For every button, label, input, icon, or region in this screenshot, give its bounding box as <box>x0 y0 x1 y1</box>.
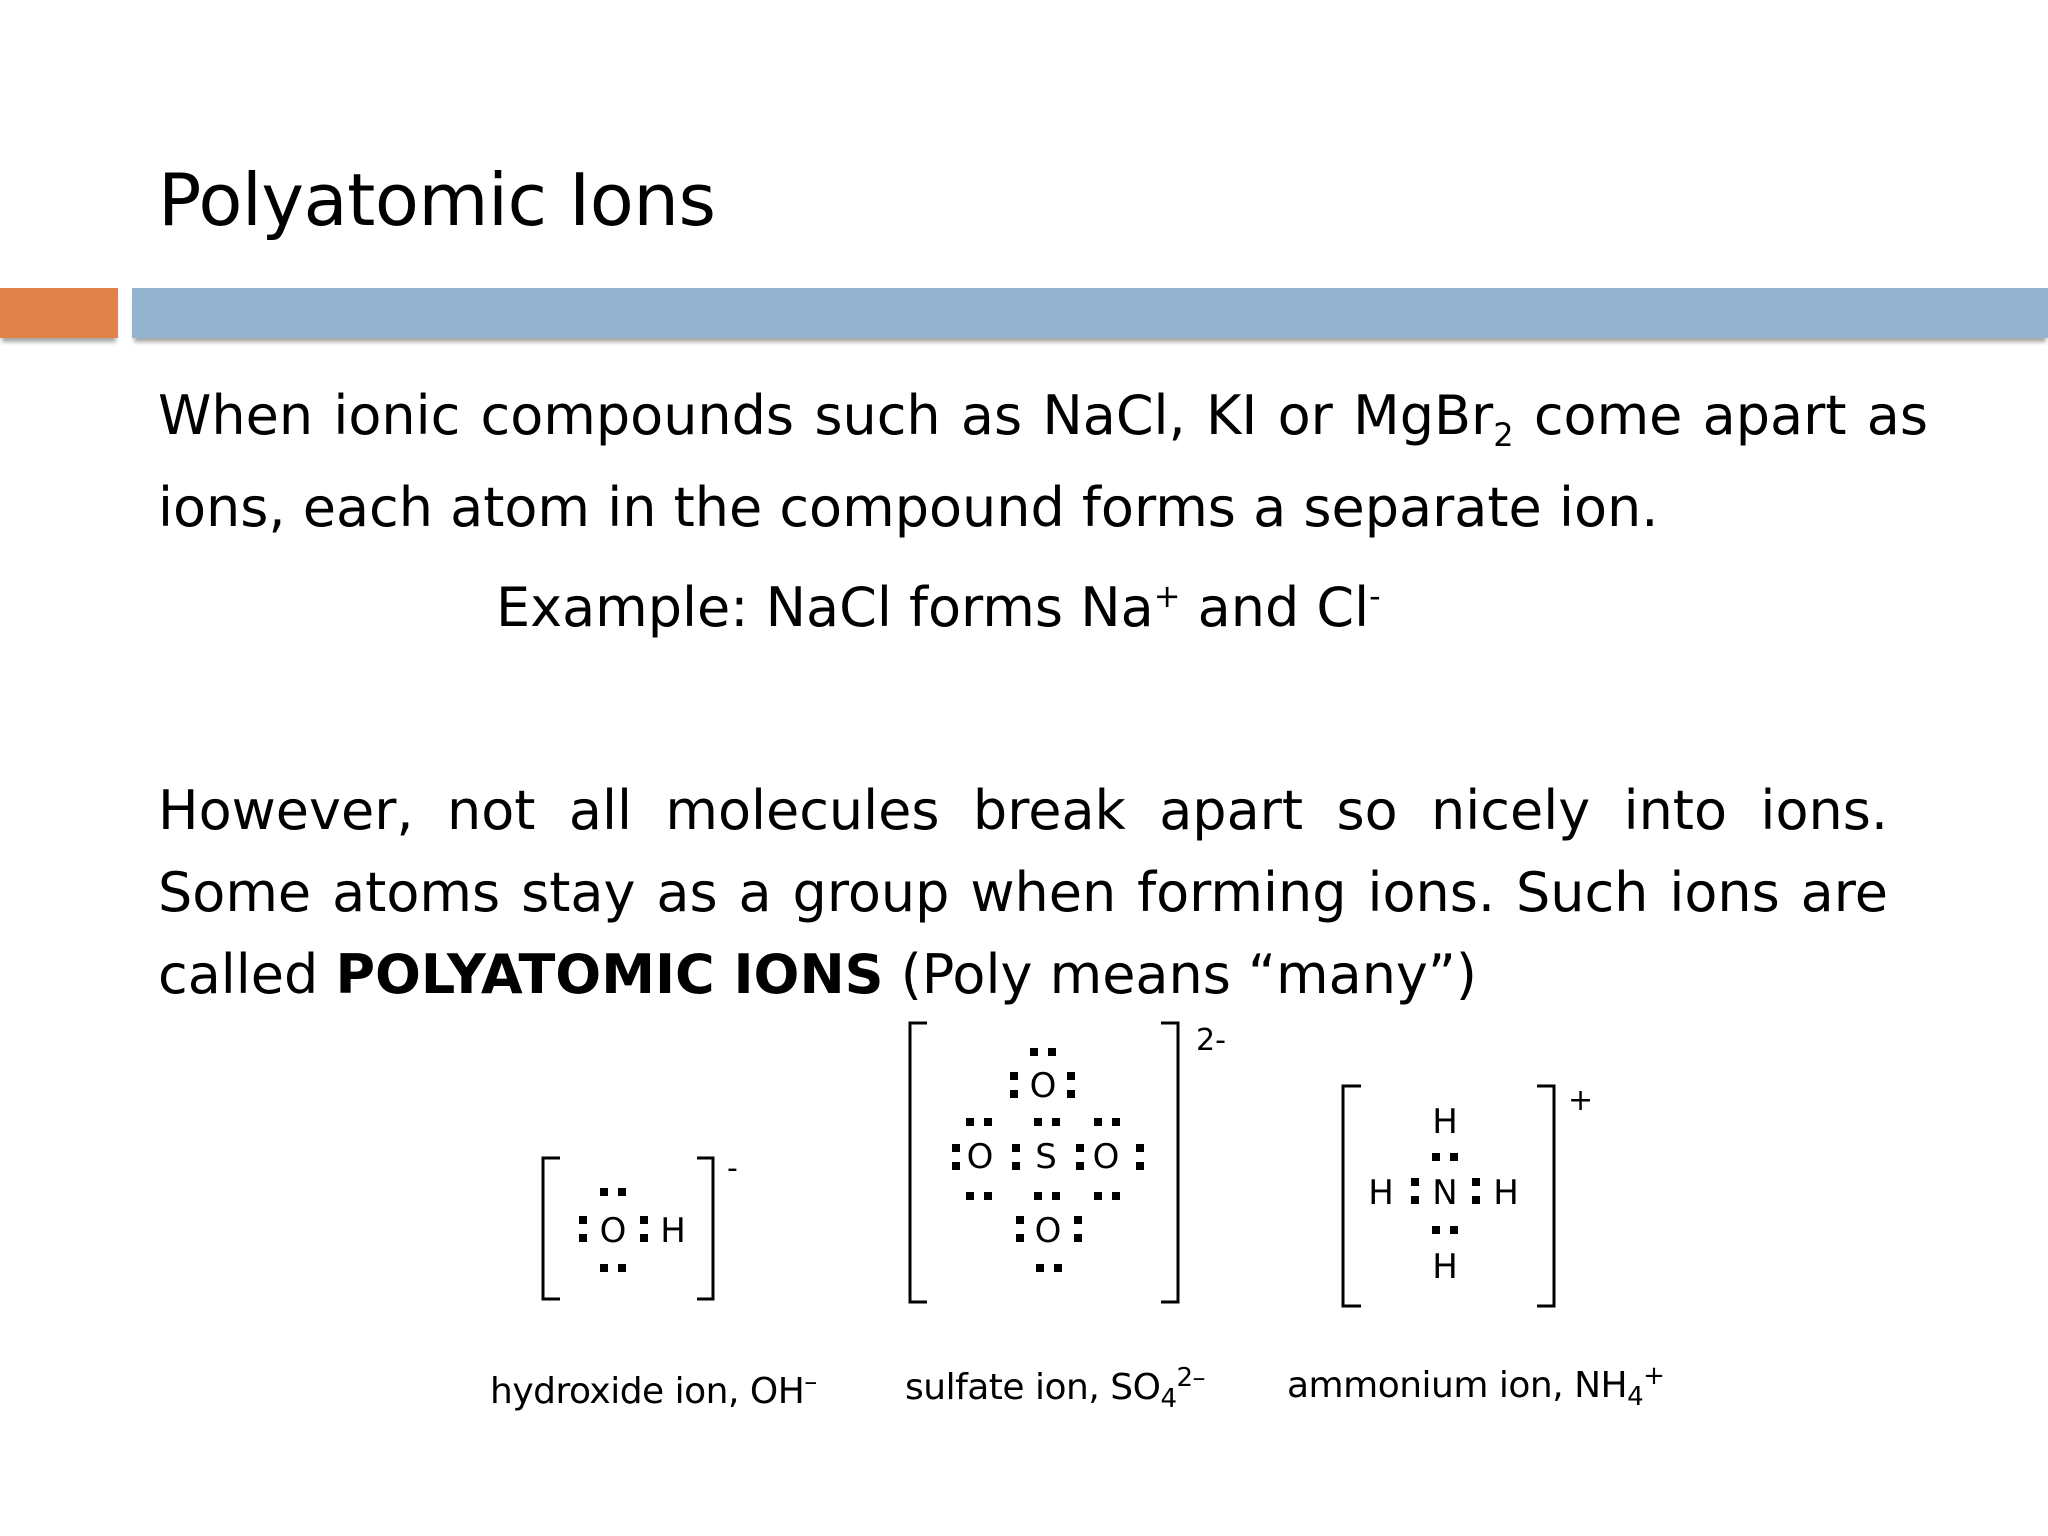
ammonium-hydrogen-top: H <box>1432 1102 1458 1142</box>
sulfate-caption-charge: 2– <box>1176 1363 1206 1393</box>
ammonium-hydrogen-left: H <box>1368 1173 1394 1213</box>
slide-title: Polyatomic Ions <box>158 158 716 242</box>
sulfate-oxygen-top: O <box>1029 1066 1057 1106</box>
hydroxide-oxygen: O <box>599 1211 627 1251</box>
ammonium-caption-charge: + <box>1643 1361 1665 1391</box>
hydroxide-left-bracket <box>543 1158 560 1299</box>
sulfate-sulfur: S <box>1035 1137 1057 1177</box>
paragraph-2-tail: (Poly means “many”) <box>883 943 1477 1006</box>
sulfate-charge: 2- <box>1196 1023 1226 1058</box>
ammonium-right-bracket <box>1537 1086 1554 1306</box>
hydroxide-caption <box>490 1367 817 1412</box>
ammonium-charge: + <box>1568 1083 1594 1118</box>
sulfate-caption <box>905 1363 1206 1415</box>
sulfate-oxygen-bottom: O <box>1034 1211 1062 1251</box>
ammonium-left-bracket <box>1343 1086 1361 1306</box>
sulfate-caption-subscript: 4 <box>1160 1384 1177 1415</box>
hydroxide-charge: - <box>727 1151 738 1186</box>
ammonium-caption-subscript: 4 <box>1627 1382 1644 1413</box>
hydroxide-hydrogen: H <box>660 1211 686 1251</box>
paragraph-2-text: However, not all molecules break apart so nicely into ions. Some atoms stay as a group when forming ions. Such ions are called <box>158 779 1888 1006</box>
sulfate-left-bracket <box>910 1023 927 1302</box>
sulfate-right-bracket <box>1161 1023 1178 1302</box>
paragraph-1-text-b: come apart as ions, each atom in the compound forms a separate ion. <box>158 384 1928 539</box>
example-middle: and Cl <box>1180 576 1370 639</box>
mgbr-subscript: 2 <box>1493 415 1514 454</box>
hydroxide-caption-charge: – <box>804 1367 817 1397</box>
ammonium-nitrogen: N <box>1432 1173 1458 1213</box>
sodium-charge: + <box>1153 577 1181 615</box>
sulfate-oxygen-right: O <box>1092 1137 1120 1177</box>
example-lead: Example: NaCl forms Na <box>496 576 1154 639</box>
hydroxide-right-bracket <box>697 1158 713 1299</box>
ammonium-hydrogen-bottom: H <box>1432 1247 1458 1287</box>
paragraph-1-text-a: When ionic compounds such as NaCl, KI or MgBr <box>158 384 1494 447</box>
polyatomic-ions-term: POLYATOMIC IONS <box>335 943 884 1006</box>
ammonium-caption <box>1287 1361 1665 1413</box>
sulfate-caption-text: sulfate ion, SO <box>905 1367 1161 1408</box>
chloride-charge: - <box>1369 577 1381 615</box>
ammonium-hydrogen-right: H <box>1493 1173 1519 1213</box>
ammonium-caption-text: ammonium ion, NH <box>1287 1365 1628 1406</box>
hydroxide-caption-text: hydroxide ion, OH <box>490 1371 805 1412</box>
hydroxide-structure <box>543 1158 713 1299</box>
sulfate-oxygen-left: O <box>966 1137 994 1177</box>
